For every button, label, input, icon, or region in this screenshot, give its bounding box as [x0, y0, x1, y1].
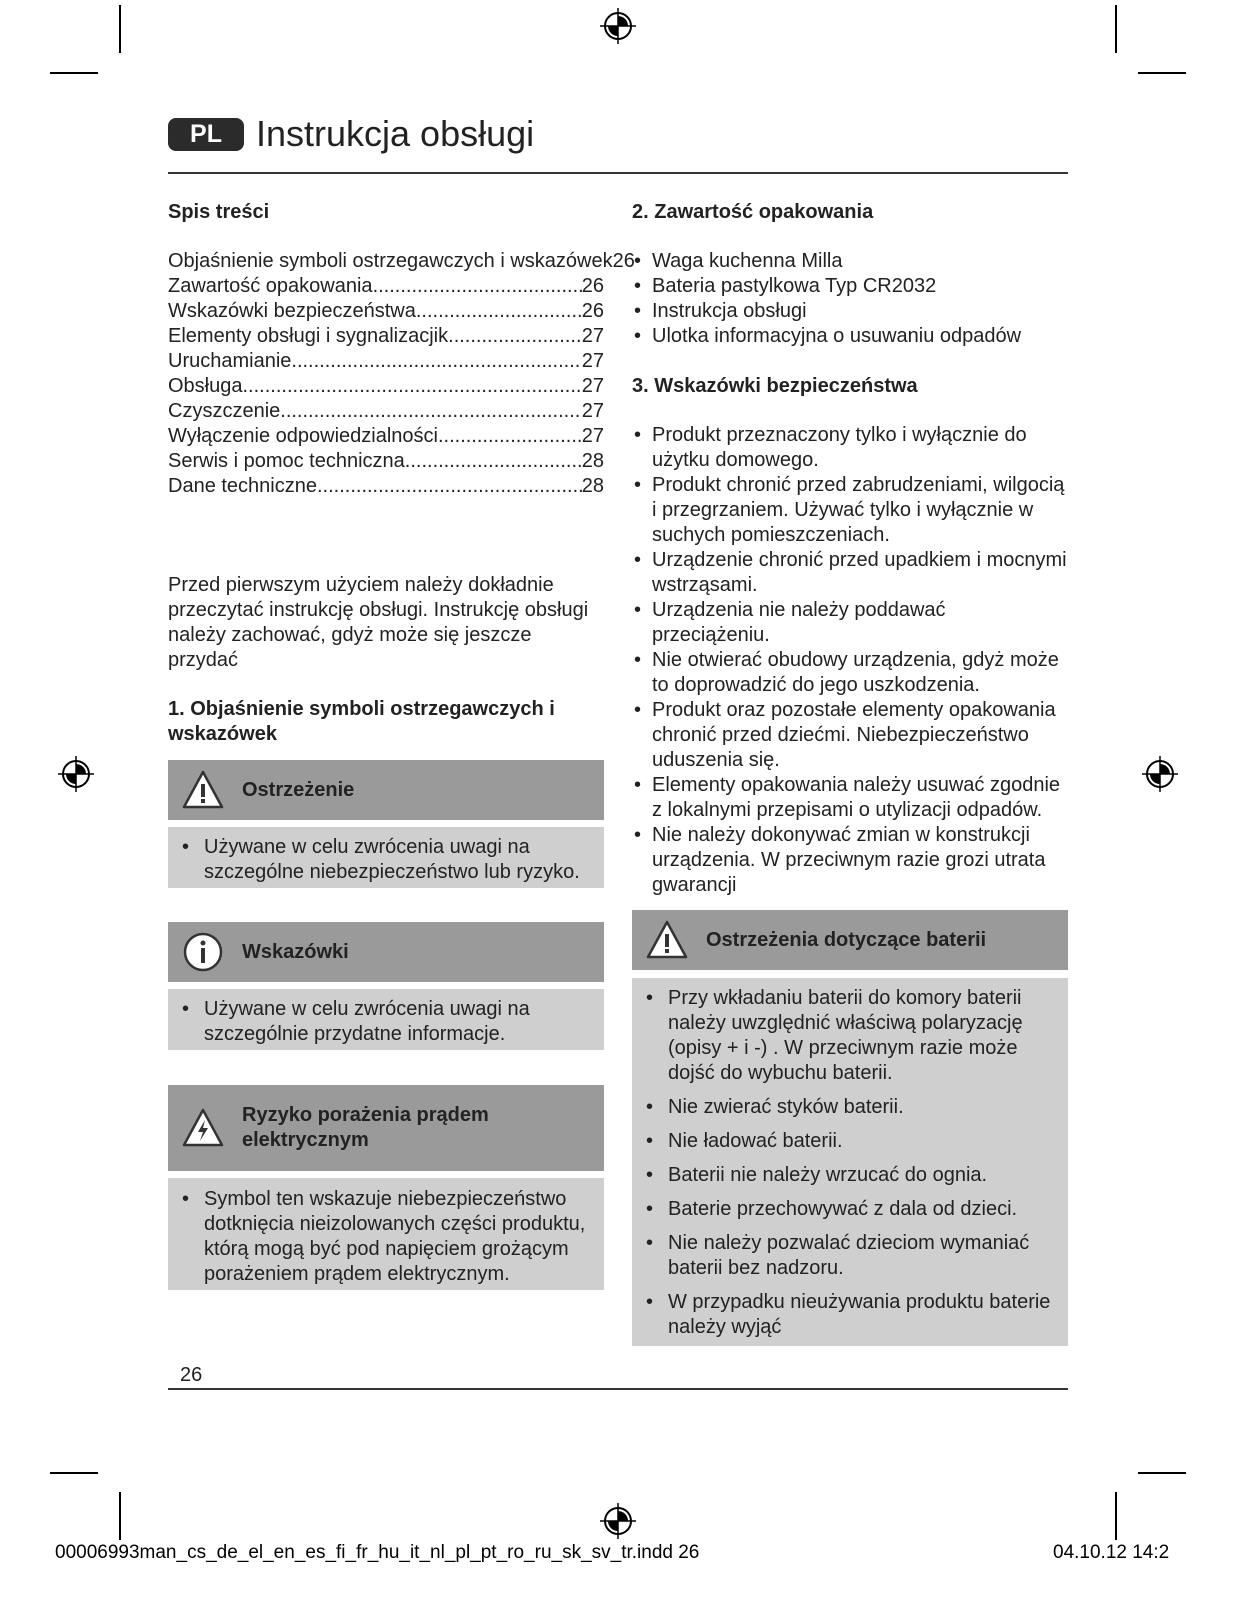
toc-entry-title: Dane techniczne: [168, 475, 317, 497]
package-contents-list: [632, 249, 1068, 349]
toc-entry: [168, 249, 635, 274]
toc-entry: [168, 374, 604, 399]
footer-rule: [168, 1388, 1068, 1390]
safety-item: • Nie należy dokonywać zmian w konstrukcji urządzenia. W przeciwnym razie grozi utrata gwarancji: [632, 823, 1068, 898]
battery-warning-item: • Baterie przechowywać z dala od dzieci.: [632, 1197, 1068, 1222]
battery-warning-item: • Przy wkładaniu baterii do komory baterii należy uwzględnić właściwą polaryzację (opisy + i -) . W przeciwnym razie może dojść do wybuchu baterii.: [632, 986, 1068, 1086]
crop-mark: [119, 5, 121, 53]
toc-entry-page: 27: [581, 425, 604, 447]
toc-entry-page: 27: [581, 400, 604, 422]
section-2-heading: 2. Zawartość opakowania: [632, 201, 874, 223]
safety-item: • Produkt chronić przed zabrudzeniami, wilgocią i przegrzaniem. Używać tylko i wyłącznie w suchych pomieszczeniach.: [632, 473, 1068, 548]
safety-list: [632, 423, 1068, 898]
battery-label: Ostrzeżenia dotyczące baterii: [706, 928, 987, 951]
table-of-contents: [168, 249, 635, 499]
toc-entry-title: Wyłączenie odpowiedzialności: [168, 425, 438, 447]
crop-mark: [1138, 1472, 1186, 1474]
toc-leader-dots: [291, 349, 581, 374]
shock-text: • Symbol ten wskazuje niebezpieczeństwo dotknięcia nieizolowanych części produktu, którą mogą być pod napięciem grożącym porażeniem prądem elektrycznym.: [168, 1187, 604, 1287]
notes-label: Wskazówki: [242, 940, 349, 963]
notes-box-body: [168, 989, 604, 1050]
section-3-heading: 3. Wskazówki bezpieczeństwa: [632, 375, 918, 397]
toc-leader-dots: [416, 299, 582, 324]
toc-entry-page: 27: [581, 325, 604, 347]
page-title: Instrukcja obsługi: [256, 113, 535, 154]
toc-entry: [168, 274, 604, 299]
package-item: • Waga kuchenna Milla: [632, 249, 1068, 274]
left-column: [168, 200, 635, 747]
safety-item: • Urządzenia nie należy poddawać przeciążeniu.: [632, 598, 1068, 648]
toc-entry-page: 26: [581, 275, 604, 297]
shock-box-header: [168, 1085, 604, 1171]
battery-warning-item: • Nie należy pozwalać dzieciom wymaniać baterii bez nadzoru.: [632, 1231, 1068, 1281]
toc-entry-title: Wskazówki bezpieczeństwa: [168, 300, 416, 322]
toc-entry-title: Serwis i pomoc techniczna: [168, 450, 405, 472]
toc-leader-dots: [243, 374, 582, 399]
toc-leader-dots: [438, 424, 582, 449]
toc-leader-dots: [448, 324, 582, 349]
intro-paragraph: Przed pierwszym użyciem należy dokładnie przeczytać instrukcję obsługi. Instrukcję obsługi należy zachować, gdyż może się jeszcze przydać: [168, 574, 589, 671]
toc-entry: [168, 349, 604, 374]
toc-leader-dots: [373, 274, 582, 299]
crop-mark: [50, 72, 98, 74]
battery-warning-item: • Nie zwierać styków baterii.: [632, 1095, 1068, 1120]
header-rule: [168, 172, 1068, 174]
safety-item: • Produkt oraz pozostałe elementy opakowania chronić przed dziećmi. Niebezpieczeństwo uduszenia się.: [632, 698, 1068, 773]
print-slug: 00006993man_cs_de_el_en_es_fi_fr_hu_it_nl_pl_pt_ro_ru_sk_sv_tr.indd 26: [55, 1542, 700, 1563]
toc-entry: [168, 299, 604, 324]
safety-item: • Nie otwierać obudowy urządzenia, gdyż może to doprowadzić do jego uszkodzenia.: [632, 648, 1068, 698]
battery-warning-item: • Nie ładować baterii.: [632, 1129, 1068, 1154]
registration-mark-icon: [600, 1503, 636, 1539]
toc-entry-page: 27: [581, 350, 604, 372]
battery-box-header: [632, 910, 1068, 970]
toc-entry-page: 28: [581, 475, 604, 497]
toc-entry: [168, 474, 604, 499]
safety-item: • Urządzenie chronić przed upadkiem i mocnymi wstrząsami.: [632, 548, 1068, 598]
toc-entry-page: 26: [581, 300, 604, 322]
crop-mark: [50, 1472, 98, 1474]
shock-box-body: [168, 1178, 604, 1290]
notes-box-header: [168, 922, 604, 982]
section-1-heading: 1. Objaśnienie symboli ostrzegawczych i wskazówek: [168, 698, 555, 745]
warning-triangle-icon: [181, 768, 225, 812]
battery-warning-item: • W przypadku nieużywania produktu baterie należy wyjąć: [632, 1290, 1068, 1340]
warning-box-header: [168, 760, 604, 820]
toc-entry-page: 27: [581, 375, 604, 397]
page-number: 26: [180, 1364, 203, 1386]
warning-label: Ostrzeżenie: [242, 778, 355, 801]
print-date: 04.10.12 14:2: [1053, 1542, 1170, 1563]
battery-box-body: [632, 978, 1068, 1346]
crop-mark: [1138, 72, 1186, 74]
toc-entry-page: 28: [581, 450, 604, 472]
crop-mark: [119, 1492, 121, 1540]
toc-entry-title: Czyszczenie: [168, 400, 281, 422]
toc-leader-dots: [317, 474, 582, 499]
toc-leader-dots: [405, 449, 582, 474]
notes-text: • Używane w celu zwrócenia uwagi na szczególnie przydatne informacje.: [168, 997, 604, 1047]
registration-mark-icon: [600, 8, 636, 44]
safety-item: • Elementy opakowania należy usuwać zgodnie z lokalnymi przepisami o utylizacji odpadów.: [632, 773, 1068, 823]
warning-triangle-icon: [645, 918, 689, 962]
toc-entry-title: Objaśnienie symboli ostrzegawczych i wskazówek: [168, 250, 613, 272]
shock-label: Ryzyko porażenia prądem elektrycznym: [242, 1104, 489, 1151]
battery-warnings-list: [632, 986, 1068, 1340]
toc-entry-title: Elementy obsługi i sygnalizacjik: [168, 325, 449, 347]
toc-entry-title: Zawartość opakowania: [168, 275, 373, 297]
toc-entry: [168, 324, 604, 349]
toc-leader-dots: [280, 399, 581, 424]
battery-warning-item: • Baterii nie należy wrzucać do ognia.: [632, 1163, 1068, 1188]
registration-mark-icon: [1142, 756, 1178, 792]
safety-item: • Produkt przeznaczony tylko i wyłącznie do użytku domowego.: [632, 423, 1068, 473]
package-item: • Ulotka informacyjna o usuwaniu odpadów: [632, 324, 1068, 349]
package-item: • Instrukcja obsługi: [632, 299, 1068, 324]
toc-entry-title: Obsługa: [168, 375, 243, 397]
warning-box-body: [168, 827, 604, 888]
crop-mark: [1115, 1492, 1117, 1540]
toc-entry: [168, 424, 604, 449]
electric-shock-icon: [181, 1106, 225, 1150]
right-column: [632, 200, 1068, 898]
toc-entry-title: Uruchamianie: [168, 350, 292, 372]
toc-heading: Spis treści: [168, 201, 270, 223]
crop-mark: [1115, 5, 1117, 53]
toc-entry: [168, 399, 604, 424]
warning-text: • Używane w celu zwrócenia uwagi na szczególne niebezpieczeństwo lub ryzyko.: [168, 835, 604, 885]
registration-mark-icon: [58, 756, 94, 792]
toc-entry-page: 26: [612, 250, 635, 272]
info-icon: [181, 930, 225, 974]
language-badge: PL: [168, 118, 244, 151]
toc-entry: [168, 449, 604, 474]
package-item: • Bateria pastylkowa Typ CR2032: [632, 274, 1068, 299]
